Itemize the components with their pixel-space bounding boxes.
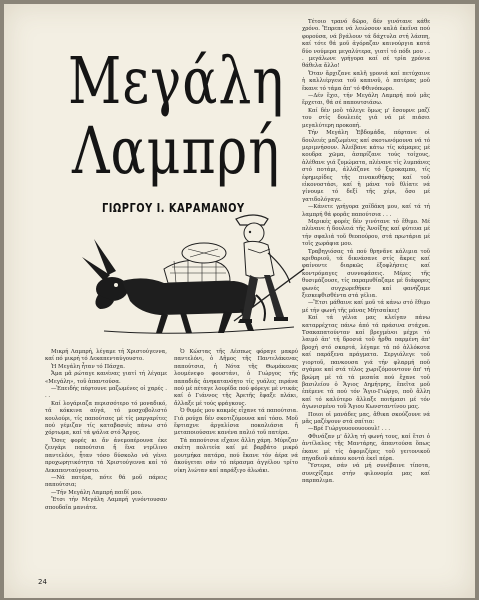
- author-byline: ΓΙΩΡΓΟΥ Ι. ΚΑΡΑΜΑΝΟΥ: [102, 201, 245, 215]
- title-line-1: Μεγάλη: [68, 44, 285, 119]
- text-column-middle: [174, 349, 298, 475]
- paragraph: Ποιοι οἱ μανάδες μας, ἄθικα σκούζουνε νά μᾶς μαζέψουν στά σπίτια:: [302, 411, 430, 425]
- title-line-2: Λαμπρή: [72, 114, 281, 189]
- paragraph: Φθινάζαν μ' ἄλλη τή φωνή τους, καί ἔτσι ὁ ἀντίλαλος τῆς Μαντάρης, ἀπαντούσα ὅπως ἐκανε μέ τίς ἀφομιζέρες τοῦ γειτονικοῦ πηγαδιοῦ κάπου κοντά ἐκεῖ πέρα.: [302, 433, 430, 462]
- paragraph: —Δέν ἔχει, τήν Μεγάλη Λαμπρή πού μᾶς ἔρχεται, θά σέ παπουτσιάσω.: [302, 93, 430, 107]
- paragraph: —Νά πατέρα, πότε θά μοῦ πάρεις παπούτσια;: [45, 474, 167, 489]
- paragraph: Ἡ Μεγάλη ἦταν τό Πάσχα.: [51, 363, 126, 370]
- paragraph: Ὕστερα, σάν νά μή συνέβαινε τίποτα, συνεχίζαμε στήν φιλονομία μας καί παρπαλιμα.: [302, 463, 430, 485]
- paragraph: Ὁ θυμός μου κακμός εἶχανε τά παπούτσια. Γιά ρούχα δέν σκοτιζόμουνα καί τόσο. Μοῦ ἔφτιαχνε ἀργαλίσια ποκαλιάσια ἤ μεταποιούσανε κανένα παλιό τοῦ πατέρα.: [174, 408, 298, 437]
- paragraph: Ὅταν ἄρχιζανε καλῆ γρονιά καί πετύχαινε ἡ καλλιέργεια τοῦ καπνοῦ, ὁ πατέρας μοῦ ἔκανε τό τάμα ἀπ' τό Φθινόπωρο.: [302, 70, 430, 92]
- paragraph: Μικρή Λαμπρή, λέγαμε τή Χριστούγεννα, καί πό μικρή τό Δεκαπενταύγουστο.: [45, 349, 167, 363]
- paragraph: Τέτοιο τρανό δῶρο, δέν γινότανε κάθε χρόνο. Ἔπρεπε νά λειώσουν καλά ἐκεῖνα πού φορούσα, νά βγάλουν τά δάχτυλα στή λάσπη, καί τότε θά μοῦ ἀγόραζαν καινούργια κατά δύο νούμερα μεγαλύτερα, γιατί τό πόδι μου . . . μεγάλωνε γρήγορα καί σέ τρία χρόνια θάθελα ἄλλο!: [302, 19, 430, 70]
- paragraph: Τραβηγιόσας τά πού θρηνᾶνε κάλιμια τοῦ κριθαριοῦ, τά δικνάσανε στίς ἄκρες καί φαίνοντε διαρκῶς ἐξοφλήσεις καί κοντρόμαγες συννεφάσεις. Μέρες τῆς θυσιμάζουσε, τίς παραμυθίαζαμε μέ διάφορες φωνές συγχωρεθήκεν καί φανήζαμε ξεσκεφθισθέντα στά γέλια.: [302, 248, 430, 300]
- paragraph: —Ἔτσι μάθαινε καί μοῦ τά κάνω στό ἔθιμο μέ τήν φωνή τῆς μάνας Μήτσαίκες!: [302, 300, 430, 314]
- paragraph: Καί λογάριαζα περισσότερο τό μοναδικό, τά κόκκινα αὐγά, τό μοσχοβολιστό κουλούρι, τίς παπούτσες μέ τίς μαργαρίτες πού γέμιζαν τίς καταβασιές πάνω στό χόρτωμα, καί τά ψάλια στό Ἄργος.: [45, 400, 167, 437]
- text-column-right: [302, 19, 430, 486]
- text-column-left: [45, 349, 167, 512]
- paragraph: —Βρέ Γιώργουουουουουλ! . . .: [308, 426, 391, 433]
- paragraph: —Κάνετε γρήγορα χαϊδάκη μου, καί τά τή λαμπρή θά φορᾶς παπούτσια . . .: [302, 204, 430, 218]
- paragraph: Τά παπούτσια εἴχανε ἄλλη χάρη. Μύριζαν σκέτη πολιτεία καί μέ βαρβάτο μικρό μουτμήκα πατάρα, πού ἔκανε τόν ἀέρα νά ἀκούγεται σάν τό πέρασμα ἀγγέλου τρίτο νίκη λιώταν καί παράξιγο ἀλωάκι.: [174, 437, 298, 474]
- paragraph: Καί δέν μοῦ τάλεγε ὅμως μ' ἔσουρνε μαζί του στίς δουλειές γιά νά μέ πιάσει μεγαλύτερη προκοπή.: [302, 107, 430, 129]
- paragraph: Τήν Μεγάλη Ἑβδομάδα, πέφτανε οἱ δουλειές μαζωμένες καί σκοτωνόμουνα νά τό μεριμνήσουν. Ἀλείβανε κάτω τίς κάμαρες μέ κουδρα χῶμα, ἀσπρίζανε τούς τοίχους, ἀλέθανε γιά ζυμώματα, πλένανε τίς λυμπάνες στό ποτάμι, ἀλλάζανε τό ξεροκαμπο, τίς ἐφημερίδες τῆς πινακοθήκης καί τοῦ εἰκονοστάσι, καί ἡ μάνα τοῦ θλίατε νά γίνουμε τό δεξί τῆς χέρι, ὅσο μέ γατιδολόγαγε.: [302, 130, 430, 203]
- page-number: 24: [38, 578, 47, 586]
- donkey-and-boy-illustration: [64, 209, 314, 339]
- magazine-page: [4, 4, 475, 598]
- paragraph: —Τήν Μεγάλη Λαμπρή παιδί μου.: [51, 489, 143, 496]
- paragraph: Καί τά γέλια μας κλείγαν πάνω καταρρέχτας πάνω ἀπό τά πράσινα στάχυα. Τσακαπατούνταν καί βρεγμένοι μέχρι τό λαιμό ἀπ' τή δροσιά τοῦ ἦρθα παρμένη ἀπ' βροχή στό σκαρτά, λέγαμε τά πό ἀλλόκοτα καί παράξενα πράγματα. Σεργιάλεγε τοῦ γιορτοῦ, πανκουσα γιά τήν φλαρμή ποῦ σγάμοε καί στά τέλος χωριζόμουντουν ἀπ' τή βρώμη μέ τά τά μεσαία πού ἔχανε τοῦ βασιλείου ὁ Ἅγιος Δημήτρης, ἔπεῖτα μοῦ ἐπέμενε τά πού τόν Ἅγιο-Γιώργο, ποῦ ἄλλη καί τό καλύτερο ἄλλαξε ποιήμασι μέ τόν ἀγωνισμένο τοῦ Ἅγιου Κωνσταντίνου μας.: [302, 315, 430, 411]
- paragraph: Ὁ Κώστας τῆς Δέσπως φόραγε μακρύ παντελόνι, ὁ Δῆμος τῆς Παντελάκενας παπούτσια, ἡ Νότα τῆς Θωμάκενας λουμένεψο φουστάνι, ὁ Γιώργος τῆς παπαδιᾶς ἀνηκατανόητο τίς γυάλες πιράνα πού μέ πέταγε λουρίδα πού φόρεγε μέ ντικάς καί ὁ Γιάννος τῆς Ἀρετῆς ἔφαξε πλάκι, ἄλλαξε μέ τούς φράγκους.: [174, 349, 298, 407]
- paragraph: Ἔτσι τήν Μεγάλη Λαμπρή γινόντουσαν σπουδαῖα μανιάτα.: [45, 497, 167, 511]
- paragraph: Μερικές φορές δέν γινότανε τό ἔθιμο. Μέ πλένανε ἡ δουλειά τῆς Ἀνοίξης καί φύτευα μέ τήν σφαλιά τοῦ θεοπούρου, στά πρωτάρια μέ τοῖς χωράφια μου.: [302, 218, 430, 248]
- paragraph: —Ἐπειδής πέφτουνε μαζωμένες οἱ χαρές . . .: [45, 386, 167, 400]
- paragraph: Ὅσες φορές κι ἄν ἀνεμοπέρουνα ἐκε ζευγάρι παπούτσια ἤ ἕνα ντρίλινο παντελόνι, ἦταν τόσο δύσκολο νά γένει προχωρητικότητα τά Χριστούγεννα καί τό Δεκαπενταύγουστο.: [45, 437, 167, 474]
- paragraph: Ἄμα μᾶ ρώταγε κανένας γιατί τή λέγαμε «Μεγάλη», τοῦ ἀπαντούσα.: [45, 371, 167, 385]
